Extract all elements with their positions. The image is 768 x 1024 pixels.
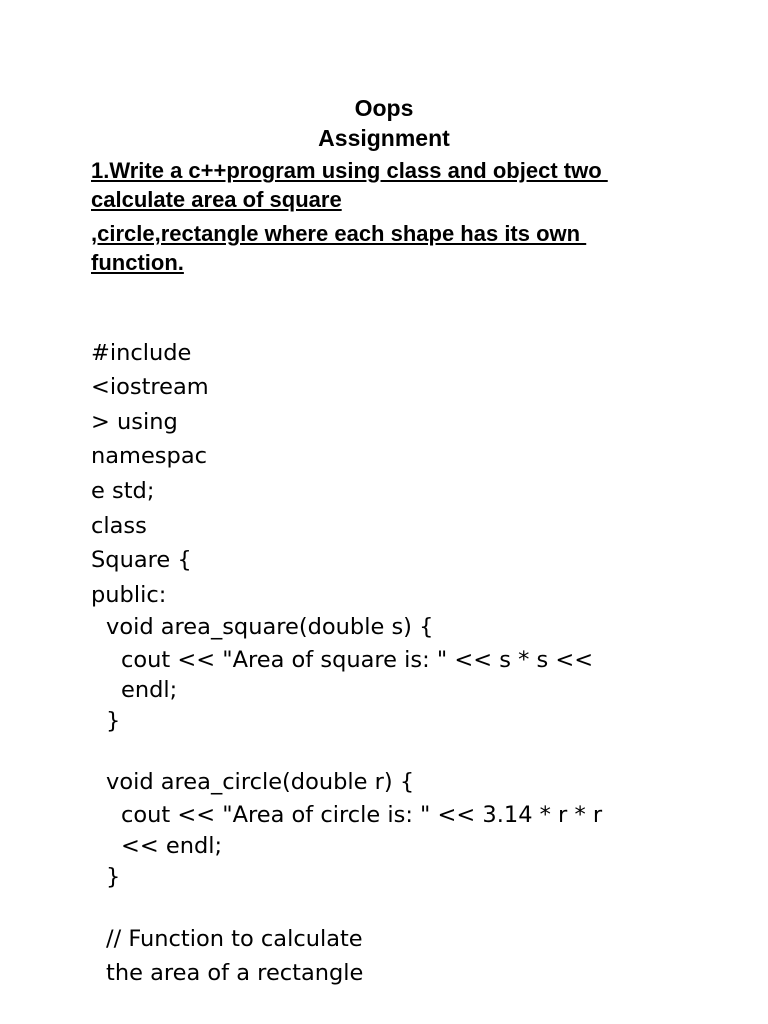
code-line: endl; <box>121 677 178 703</box>
code-line: } <box>106 708 121 734</box>
document-title: Oops <box>354 95 414 121</box>
question-line: function. <box>91 250 184 275</box>
code-line: void area_square(double s) { <box>106 614 434 640</box>
code-line: << endl; <box>121 833 223 859</box>
code-line: } <box>106 864 121 890</box>
code-line: namespac <box>91 443 207 469</box>
code-line: void area_circle(double r) { <box>106 769 415 795</box>
code-line: > using <box>91 409 178 435</box>
code-line: #include <box>91 340 192 366</box>
code-line: // Function to calculate <box>106 926 363 952</box>
code-line: the area of a rectangle <box>106 960 364 986</box>
question-line: ,circle,rectangle where each shape has its own <box>91 221 587 246</box>
code-line: e std; <box>91 478 155 504</box>
question-line: 1.Write a c++program using class and object two <box>91 158 608 183</box>
code-line: public: <box>91 582 167 608</box>
question-line: calculate area of square <box>91 187 342 212</box>
code-line: cout << "Area of square is: " << s * s << <box>121 647 594 673</box>
document-subtitle: Assignment <box>318 125 450 151</box>
code-line: class <box>91 513 147 539</box>
code-line: <iostream <box>91 374 209 400</box>
code-line: Square { <box>91 547 192 573</box>
code-line: cout << "Area of circle is: " << 3.14 * r * r <box>121 802 603 828</box>
